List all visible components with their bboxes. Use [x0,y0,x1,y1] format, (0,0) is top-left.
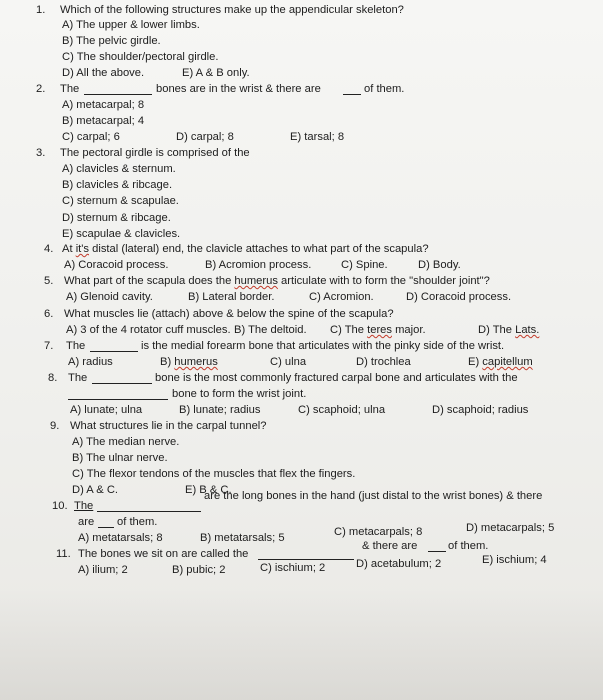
q11-option-d: D) acetabulum; 2 [356,558,442,570]
q6-teres-word: teres [367,324,392,336]
q10-number: 10. [52,500,68,512]
q3-option-c: C) sternum & scapulae. [62,195,179,207]
q10-option-d: D) metacarpals; 5 [466,522,555,534]
q4-option-c: C) Spine. [341,259,388,271]
q1-text: Which of the following structures make up the appendicular skeleton? [60,4,404,16]
q6-text: What muscles lie (attach) above & below the spine of the scapula? [64,308,394,320]
q5-option-a: A) Glenoid cavity. [66,291,153,303]
q11-text: The bones we sit on are called the [78,548,249,560]
q8-blank-2 [68,390,168,400]
q11-option-a: A) ilium; 2 [78,564,128,576]
q6-option-a: A) 3 of the 4 rotator cuff muscles. [66,324,231,336]
q6-option-b: B) The deltoid. [234,324,307,336]
q11-option-e: E) ischium; 4 [482,554,547,566]
q6-option-d: D) The Lats. [478,324,540,336]
q11-text-mid-post: of them. [448,540,489,552]
q4-number: 4. [44,243,54,255]
q5-option-d: D) Coracoid process. [406,291,512,303]
q10-option-b: B) metatarsals; 5 [200,532,285,544]
q7-capitellum-word: capitellum [482,356,533,368]
q7-number: 7. [44,340,54,352]
q9-option-e: E) B & C. [185,484,232,496]
q6-lats-word: Lats. [515,324,540,336]
q8-option-d: D) scaphoid; radius [432,404,529,416]
q4-text: At it's distal (lateral) end, the clavicle attaches to what part of the scapula? [62,243,429,255]
q3-option-d: D) sternum & ribcage. [62,212,171,224]
q7-blank [90,342,138,352]
q2-option-a: A) metacarpal; 8 [62,99,145,111]
q9-option-a: A) The median nerve. [72,436,180,448]
q7-option-a: A) radius [68,356,113,368]
q4-option-b: B) Acromion process. [205,259,312,271]
q8-option-b: B) lunate; radius [179,404,261,416]
q6-option-c: C) The teres major. [330,324,426,336]
q2-number: 2. [36,83,46,95]
q1-option-e: E) A & B only. [182,67,250,79]
q11-blank-2 [428,542,446,552]
q2-text-post: of them. [364,83,405,95]
q8-option-c: C) scaphoid; ulna [298,404,386,416]
q5-option-b: B) Lateral border. [188,291,275,303]
q11-blank-1 [258,550,354,560]
q10-text-line2-post: of them. [117,516,158,528]
q9-option-b: B) The ulnar nerve. [72,452,168,464]
q10-text-line2-pre: are [78,516,95,528]
q2-option-d: D) carpal; 8 [176,131,234,143]
q10-option-a: A) metatarsals; 8 [78,532,163,544]
q1-option-a: A) The upper & lower limbs. [62,19,200,31]
q3-option-b: B) clavicles & ribcage. [62,179,173,191]
q9-number: 9. [50,420,60,432]
q11-option-b: B) pubic; 2 [172,564,226,576]
q5-text: What part of the scapula does the humerus articulate with to form the "shoulder joint"? [64,275,490,287]
q8-option-a: A) lunate; ulna [70,404,143,416]
q8-number: 8. [48,372,58,384]
q3-option-a: A) clavicles & sternum. [62,163,176,175]
q3-text: The pectoral girdle is comprised of the [60,147,250,159]
q6-number: 6. [44,308,54,320]
q11-text-mid-pre: & there are [362,540,418,552]
q10-text-pre: The [74,500,94,512]
q1-option-b: B) The pelvic girdle. [62,35,161,47]
q2-option-e: E) tarsal; 8 [290,131,345,143]
q1-number: 1. [36,4,46,16]
q8-text-post: bone is the most commonly fractured carpal bone and articulates with the [155,372,518,384]
q4-option-d: D) Body. [418,259,461,271]
q8-text-pre: The [68,372,88,384]
q7-option-d: D) trochlea [356,356,411,368]
q10-text-post: are the long bones in the hand (just distal to the wrist bones) & there [204,490,543,502]
q7-option-b: B) humerus [160,356,218,368]
q7-option-e: E) capitellum [468,356,533,368]
q2-option-b: B) metacarpal; 4 [62,115,145,127]
q5-number: 5. [44,275,54,287]
q3-number: 3. [36,147,46,159]
q1-option-c: C) The shoulder/pectoral girdle. [62,51,219,63]
q5-humerus-word: humerus [234,275,278,287]
q2-option-c: C) carpal; 6 [62,131,120,143]
q5-option-c: C) Acromion. [309,291,374,303]
q4-its-word: it's [75,243,90,255]
q10-option-c: C) metacarpals; 8 [334,526,423,538]
q2-text-mid: bones are in the wrist & there are [156,83,321,95]
q1-option-d: D) All the above. [62,67,145,79]
q10-blank-1 [97,502,201,512]
q11-number: 11. [56,548,71,560]
q10-blank-2 [98,518,114,528]
q2-blank-2 [343,85,361,95]
q11-option-c: C) ischium; 2 [260,562,326,574]
q7-humerus-word: humerus [174,356,218,368]
q3-option-e: E) scapulae & clavicles. [62,228,181,240]
q8-blank-1 [92,374,152,384]
q4-option-a: A) Coracoid process. [64,259,169,271]
q7-text-post: is the medial forearm bone that articulates with the pinky side of the wrist. [141,340,505,352]
q9-option-c: C) The flexor tendons of the muscles that flex the fingers. [72,468,356,480]
q7-text-pre: The [66,340,86,352]
q7-option-c: C) ulna [270,356,307,368]
page-bottom-shading [0,590,603,700]
q9-text: What structures lie in the carpal tunnel? [70,420,267,432]
q9-option-d: D) A & C. [72,484,119,496]
q2-text-pre: The [60,83,80,95]
q2-blank-1 [84,85,152,95]
q8-text-line2: bone to form the wrist joint. [172,388,307,400]
